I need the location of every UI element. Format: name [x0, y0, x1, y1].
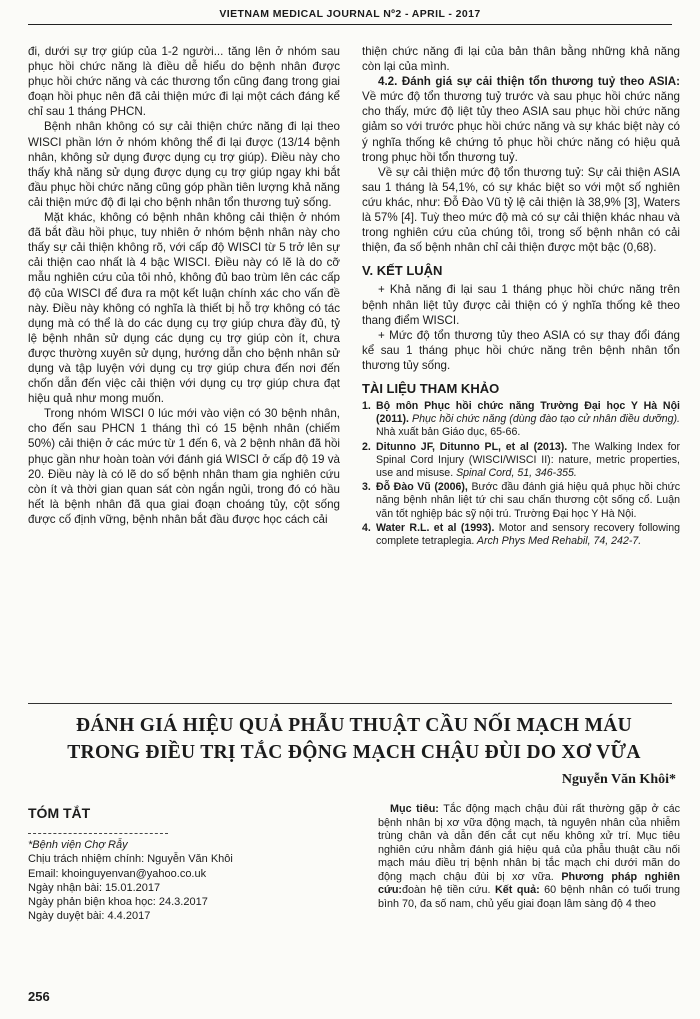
body-paragraph: Bệnh nhân không có sự cải thiện chức năng đi lại theo WISCI phần lớn ở nhóm không thể đi lại được (13/14 bệnh nhân, không sử dụng được dụng cụ trợ giúp). Điều này cho thấy khả năng sử dụng được dụng cụ trợ giúp ngay khi bắt đầu phục hồi chức năng cũng góp phần tiên lượng khả năng cải thiện mức độ đi lại cho bệnh nhân tổn thương tuỷ sống.	[28, 120, 340, 209]
abstract-segment: đoàn hệ tiền cứu.	[402, 884, 491, 896]
body-paragraph: Về sự cải thiện mức độ tổn thương tuỷ: Sự cải thiện ASIA sau 1 tháng là 54,1%, có sự khác biệt so với một số nghiên cứu khác, như: Đỗ Đào Vũ tỷ lệ cải thiện là 38,9% [3], Waters là 57% [4]. Tuỳ theo mức độ mà có sự cải thiện khác nhau và trong nghiên cứu của chúng tôi, trong số bệnh nhân có cải thiện, đa số bệnh nhân chỉ cải thiện được một bậc (0,68).	[362, 165, 680, 255]
reference-item	[362, 481, 680, 521]
reference-authors: Water R.L. et al (1993).	[376, 521, 495, 534]
abstract-label: Mục tiêu:	[390, 803, 439, 815]
article-title-line: ĐÁNH GIÁ HIỆU QUẢ PHẪU THUẬT CẦU NỐI MẠCH MÁU	[75, 715, 633, 736]
reference-title: Bước đầu đánh giá hiệu quả phục hồi chức năng bệnh nhân liệt tứ chi sau chấn thương cột sống cổ.	[376, 481, 680, 507]
abstract-segment: 60 bệnh nhân có tuổi trung bình 70, đa số nam, chủ yếu giai đoạn lâm sàng độ 4 theo	[378, 884, 680, 910]
received-date: Ngày nhận bài: 15.01.2017	[28, 881, 161, 894]
affiliation: *Bệnh viện Chợ Rẫy	[28, 839, 128, 851]
reference-title: Motor and sensory recovery following complete tetraplegia.	[376, 521, 680, 548]
email: Email: khoinguyenvan@yahoo.co.uk	[28, 867, 207, 880]
reference-number: 1.	[362, 400, 371, 413]
reference-item	[362, 441, 680, 481]
article-title-line: TRONG ĐIỀU TRỊ TẮC ĐỘNG MẠCH CHẬU ĐÙI DO XƠ VỮA	[67, 742, 641, 763]
left-column	[28, 44, 340, 527]
reference-number: 3.	[362, 481, 371, 494]
reference-source: Luận văn tốt nghiệp bác sỹ nội trú. Trường Đại học Y Hà Nội.	[376, 494, 680, 520]
reference-item	[362, 522, 680, 548]
conclusion-item: + Mức độ tổn thương tủy theo ASIA có sự thay đổi đáng kể sau 1 tháng phục hồi chức năng trên bệnh nhân tổn thương tủy sống.	[362, 328, 680, 372]
affiliation-block	[28, 838, 233, 924]
abstract-label: Kết quả:	[495, 884, 540, 896]
section-42-text: Về mức độ tổn thương tuỷ trước và sau phục hồi chức năng cho thấy, mức độ liệt tủy theo ASIA sau phục hồi chức năng giảm so với trước phục hồi chức năng và sự khác biệt này có ý nghĩa thống kê chứng tỏ phục hồi chức năng có hiệu quả trong phục hồi tổn thương tuỷ.	[362, 90, 680, 164]
body-paragraph: Trong nhóm WISCI 0 lúc mới vào viện có 30 bệnh nhân, cho đến sau PHCN 1 tháng thì có 15 bệnh nhân (chiếm 50%) cải thiện ở các mức từ 1 đến 6, và 2 bệnh nhân đã hồi phục gần như hoàn toàn với đánh giá WISCI ở cấp độ 19 và 20. Điều này là có lẽ do số bệnh nhân tham gia nghiên cứu còn ít và thời gian quan sát còn ngắn ngủi, trong đó có hầu hết là bệnh nhân đã qua giai đoạn choáng tủy, cột sống được cố định vững, bệnh nhân bắt đầu được học cách cải	[28, 407, 340, 526]
references-heading: TÀI LIỆU THAM KHẢO	[362, 380, 500, 396]
reference-source: Nhà xuất bản Giáo dục, 65-66.	[376, 426, 521, 439]
reference-authors: Ditunno JF, Ditunno PL, et al (2013).	[376, 440, 568, 453]
page-number: 256	[28, 989, 50, 1004]
section-42	[362, 74, 680, 165]
article-divider	[28, 703, 672, 704]
reference-authors: Bộ môn Phục hồi chức năng Trường Đại học Y Hà Nội (2011).	[376, 400, 680, 426]
article-author: Nguyễn Văn Khôi*	[561, 772, 676, 787]
reference-number: 2.	[362, 440, 371, 453]
abstract-segment: Tắc động mạch chậu đùi rất thường gặp ở các bệnh nhân bị xơ vữa động mạch, tà nguyên nhân của nhiễm trùng chân và dẫn đến cắt cụt nếu không xử trí. Mục tiêu nghiên cứu nhằm đánh giá hiệu quả của phẫu thuật cầu nối mạch máu điều trị bệnh nhân bị tắc mạch chi dưới mãn do động mạch chậu đùi bị xơ vữa.	[378, 803, 680, 883]
responsible-author: Chịu trách nhiệm chính: Nguyễn Văn Khôi	[28, 853, 233, 866]
abstract-text	[378, 803, 680, 911]
section-42-title: 4.2. Đánh giá sự cải thiện tổn thương tuỷ theo ASIA:	[378, 75, 680, 89]
body-paragraph: đi, dưới sự trợ giúp của 1-2 người... tăng lên ở nhóm sau phục hồi chức năng là điều dễ hiểu do bệnh nhân được phục hồi chức năng và các thương tổn cũng đang trong giai đoạn hồi phục nên đã cải thiện mức đi lại một cách đáng kể chỉ sau 1 tháng PHCN.	[28, 45, 340, 119]
summary-heading: TÓM TẮT	[28, 805, 91, 821]
right-column	[362, 44, 680, 549]
reference-source: Spinal Cord, 51, 346-355.	[453, 467, 577, 480]
reference-number: 4.	[362, 521, 371, 534]
article-title	[28, 712, 680, 766]
header-divider	[28, 24, 672, 25]
body-paragraph: thiện chức năng đi lại của bản thân bằng những khả năng còn lại của mình.	[362, 45, 680, 74]
reference-source: Arch Phys Med Rehabil, 74, 242-7.	[474, 535, 642, 548]
reference-title: Phục hồi chức năng (dùng đào tạo cử nhân điều dưỡng).	[408, 413, 680, 426]
body-paragraph: Mặt khác, không có bệnh nhân không cải thiện ở nhóm đã bắt đầu hồi phục, tuy nhiên ở nhóm bệnh nhân này cho thấy sự cải thiện không rõ, với cấp độ WISCI từ 5 trở lên sự cải thiện cao nhất là 4 bậc WISCI. Điều này có lẽ là do cỡ mẫu nghiên cứu của tôi nhỏ, không đủ bao trùm lên các cấp độ của WISCI để đưa ra một kết luận chính xác cho vấn đề này. Điều này không có nghĩa là thiết bị hỗ trợ không có tác dụng mà có thể là do các dụng cụ trợ giúp chưa đầy đủ, tỷ lệ bệnh nhân sử dụng các dụng cụ trợ giúp còn ít, chưa được thường xuyên sử dụng, hướng dẫn cho bệnh nhân sử dụng và tập luyện với dụng cụ trợ giúp chưa đến nơi đến chốn dẫn đến việc cải thiện với dụng cụ trợ giúp chưa đạt hiệu quả như mong muốn.	[28, 211, 340, 406]
conclusion-item: + Khả năng đi lại sau 1 tháng phục hồi chức năng trên bệnh nhân liệt tủy được cải thiện có ý nghĩa thống kê theo thang điểm WISCI.	[362, 283, 680, 327]
reference-item	[362, 400, 680, 440]
review-date: Ngày phản biện khoa học: 24.3.2017	[28, 896, 208, 909]
references-list	[362, 400, 680, 548]
affiliation-divider	[28, 833, 168, 834]
conclusion-heading: V. KẾT LUẬN	[362, 263, 443, 279]
reference-title: The Walking Index for Spinal Cord Injury (WISCI/WISCI II): nature, metric properties, use and misuse.	[376, 440, 680, 480]
approval-date: Ngày duyệt bài: 4.4.2017	[28, 910, 151, 923]
abstract-label: Phương pháp nghiên cứu:	[378, 870, 681, 896]
reference-authors: Đỗ Đào Vũ (2006),	[376, 481, 468, 494]
journal-header: VIETNAM MEDICAL JOURNAL Nº2 - APRIL - 2017	[219, 8, 481, 20]
